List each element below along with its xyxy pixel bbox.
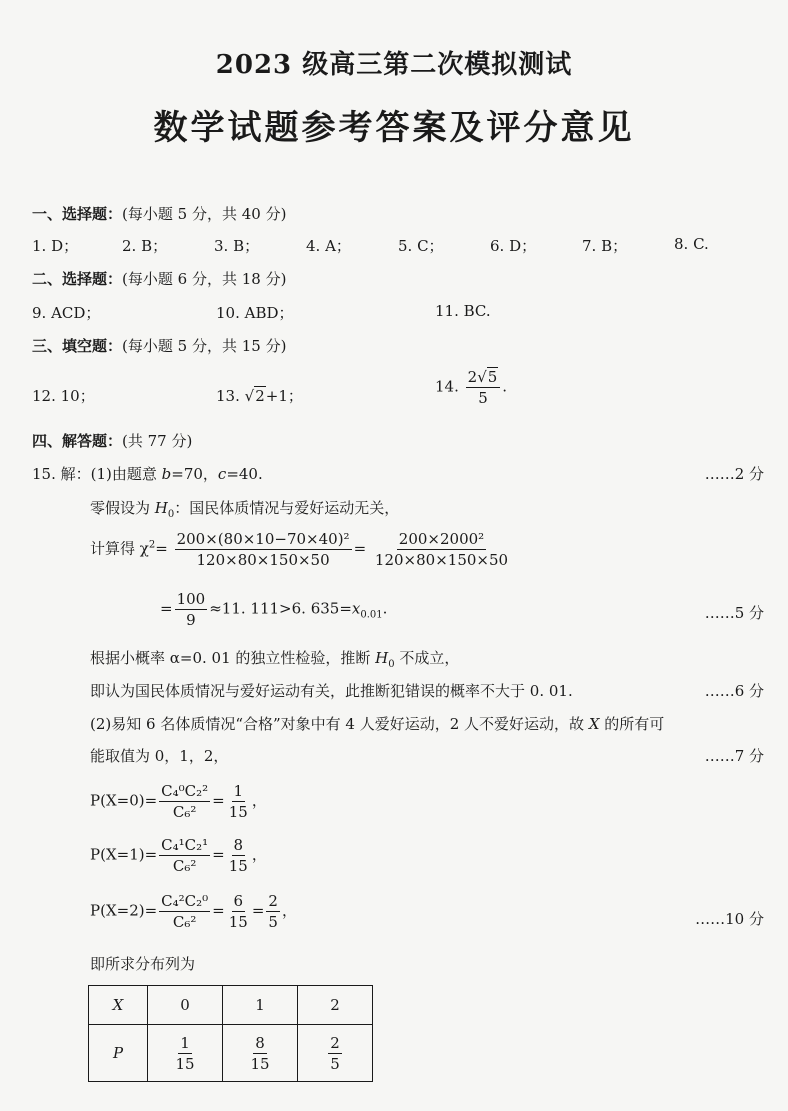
answer-9: 9. ACD； — [32, 304, 101, 322]
score-mark: ……6 分 — [704, 682, 764, 700]
chi-square-result: = $\frac{100}{9}$ ≈11. 111>6. $635=x_{0.01}$. — [160, 590, 388, 629]
table-cell: 1 — [223, 986, 298, 1025]
q15-line1: 15. 解：(1)由题意 b=70，c=40. — [32, 465, 263, 483]
table-cell: 2 — [298, 986, 373, 1025]
table-row — [89, 1025, 373, 1082]
null-hypothesis: 零假设为 $H_0$：国民体质情况与爱好运动无关， — [90, 499, 400, 520]
prob-x2: P(X=2)= $\frac{\text{C₄²C₂⁰}}{\text{C₆²}}$ = $\frac{6}{15}$ = $\frac{2}{5}$ ， — [90, 892, 297, 931]
answer-1: 1. D； — [32, 237, 79, 255]
table-row — [89, 986, 373, 1025]
table-cell: $\frac{8}{15}$ — [223, 1025, 298, 1082]
exam-title: 2023 级高三第二次模拟测试 — [215, 50, 573, 80]
score-mark: ……2 分 — [704, 465, 764, 483]
section-1-heading: 一、选择题：(每小题 5 分，共 40 分) — [32, 205, 287, 223]
answer-5: 5. C； — [398, 237, 444, 255]
answer-2: 2. B； — [122, 237, 168, 255]
answer-11: 11. BC. — [435, 302, 491, 320]
answer-key-title: 数学试题参考答案及评分意见 — [153, 108, 635, 148]
answer-10: 10. ABD； — [216, 304, 294, 322]
table-cell: P — [89, 1025, 148, 1082]
answer-4: 4. A； — [306, 237, 351, 255]
distribution-table — [88, 985, 373, 1082]
part2-line1: (2)易知 6 名体质情况“合格”对象中有 4 人爱好运动，2 人不爱好运动，故 X 的所有可 — [90, 715, 665, 733]
score-mark: ……10 分 — [695, 910, 764, 928]
section-3-heading: 三、填空题：(每小题 5 分，共 15 分) — [32, 337, 287, 355]
inference-line-1: 根据小概率 α=0. 01 的独立性检验，推断 $H_0$ 不成立， — [90, 649, 460, 670]
section-2-heading: 二、选择题：(每小题 6 分，共 18 分) — [32, 270, 287, 288]
prob-x0: P(X=0)= $\frac{\text{C₄⁰C₂²}}{\text{C₆²}}$ = $\frac{1}{15}$ ， — [90, 782, 267, 821]
answer-13: 13. √2+1； — [216, 387, 303, 405]
answer-12: 12. 10； — [32, 387, 95, 405]
chi-square-calc: 计算得 $\chi^2=$ $\frac{\text{200×(80×10−70×40)²}}{120\times 80\times 150\times 50}$ = $\frac{\text{200×2000²}}{120\times 80\times 150\times 50}$ — [90, 530, 509, 569]
section-4-heading: 四、解答题：(共 77 分) — [32, 432, 193, 450]
table-cell: $\frac{2}{5}$ — [298, 1025, 373, 1082]
score-mark: ……5 分 — [704, 604, 764, 622]
answer-14: 14. $\frac{2√5}{5}$ . — [435, 368, 508, 407]
answer-8: 8. C. — [674, 235, 709, 253]
answer-3: 3. B； — [214, 237, 260, 255]
answer-7: 7. B； — [582, 237, 628, 255]
answer-6: 6. D； — [490, 237, 537, 255]
prob-x1: P(X=1)= $\frac{\text{C₄¹C₂¹}}{\text{C₆²}}$ = $\frac{8}{15}$ ， — [90, 836, 267, 875]
table-cell: $\frac{1}{15}$ — [148, 1025, 223, 1082]
table-cell: X — [89, 986, 148, 1025]
part2-line2: 能取值为 0，1，2， — [90, 747, 229, 765]
table-cell: 0 — [148, 986, 223, 1025]
score-mark: ……7 分 — [704, 747, 764, 765]
distribution-caption: 即所求分布列为 — [90, 955, 196, 973]
inference-line-2: 即认为国民体质情况与爱好运动有关，此推断犯错误的概率不大于 0. 01. — [90, 682, 573, 700]
